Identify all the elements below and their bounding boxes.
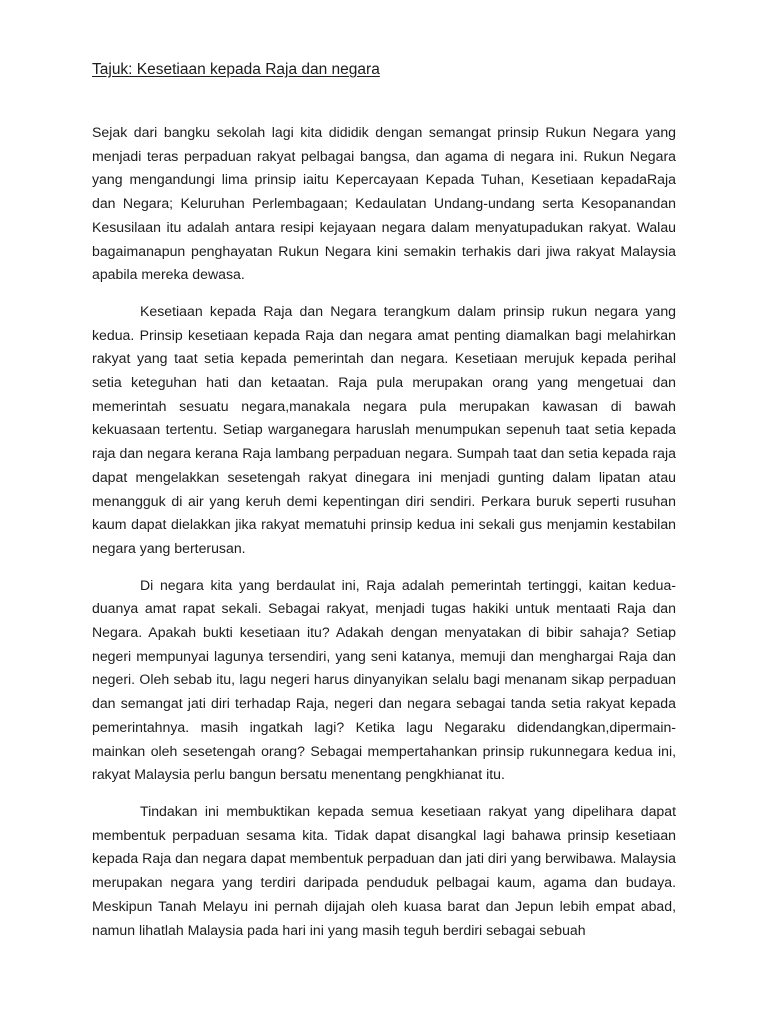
document-body (92, 121, 676, 955)
paragraph-3: Di negara kita yang berdaulat ini, Raja adalah pemerintah tertinggi, kaitan kedua-duanya amat rapat sekali. Sebagai rakyat, menjadi tugas hakiki untuk mentaati Raja dan Negara. Apakah bukti kesetiaan itu? Adakah dengan menyatakan di bibir sahaja? Setiap negeri mempunyai lagunya tersendiri, yang seni katanya, memuji dan menghargai Raja dan negeri. Oleh sebab itu, lagu negeri harus dinyanyikan selalu bagi menanam sikap perpaduan dan semangat jati diri terhadap Raja, negeri dan negara sebagai tanda setia rakyat kepada pemerintahnya. masih ingatkah lagi? Ketika lagu Negaraku didendangkan,dipermain-mainkan oleh sesetengah orang? Sebagai mempertahankan prinsip rukunnegara kedua ini, rakyat Malaysia perlu bangun bersatu menentang pengkhianat itu. (92, 576, 676, 783)
document-title: Tajuk: Kesetiaan kepada Raja dan negara (92, 61, 380, 78)
paragraph-4: Tindakan ini membuktikan kepada semua kesetiaan rakyat yang dipelihara dapat membentuk perpaduan sesama kita. Tidak dapat disangkal lagi bahawa prinsip kesetiaan kepada Raja dan negara dapat membentuk perpaduan dan jati diri yang berwibawa. Malaysia merupakan negara yang terdiri daripada penduduk pelbagai kaum, agama dan budaya. Meskipun Tanah Melayu ini pernah dijajah oleh kuasa barat dan Jepun lebih empat abad, namun lihatlah Malaysia pada hari ini yang masih teguh berdiri sebagai sebuah (92, 802, 676, 938)
paragraph-2: Kesetiaan kepada Raja dan Negara terangkum dalam prinsip rukun negara yang kedua. Prinsip kesetiaan kepada Raja dan negara amat penting diamalkan bagi melahirkan rakyat yang taat setia kepada pemerintah dan negara. Kesetiaan merujuk kepada perihal setia keteguhan hati dan ketaatan. Raja pula merupakan orang yang mengetuai dan memerintah sesuatu negara,manakala negara pula merupakan kawasan di bawah kekuasaan tertentu. Setiap warganegara haruslah menumpukan sepenuh taat setia kepada raja dan negara kerana Raja lambang perpaduan negara. Sumpah taat dan setia kepada raja dapat mengelakkan sesetengah rakyat dinegara ini menjadi gunting dalam lipatan atau menangguk di air yang keruh demi kepentingan diri sendiri. Perkara buruk seperti rusuhan kaum dapat dielakkan jika rakyat mematuhi prinsip kedua ini sekali gus menjamin kestabilan negara yang berterusan. (92, 302, 676, 556)
paragraph-1: Sejak dari bangku sekolah lagi kita dididik dengan semangat prinsip Rukun Negara yang menjadi teras perpaduan rakyat pelbagai bangsa, dan agama di negara ini. Rukun Negara yang mengandungi lima prinsip iaitu Kepercayaan Kepada Tuhan, Kesetiaan kepadaRaja dan Negara; Keluruhan Perlembagaan; Kedaulatan Undang-undang serta Kesopanandan Kesusilaan itu adalah antara resipi kejayaan negara dalam menyatupadukan rakyat. Walau bagaimanapun penghayatan Rukun Negara kini semakin terhakis dari jiwa rakyat Malaysia apabila mereka dewasa. (92, 124, 676, 283)
